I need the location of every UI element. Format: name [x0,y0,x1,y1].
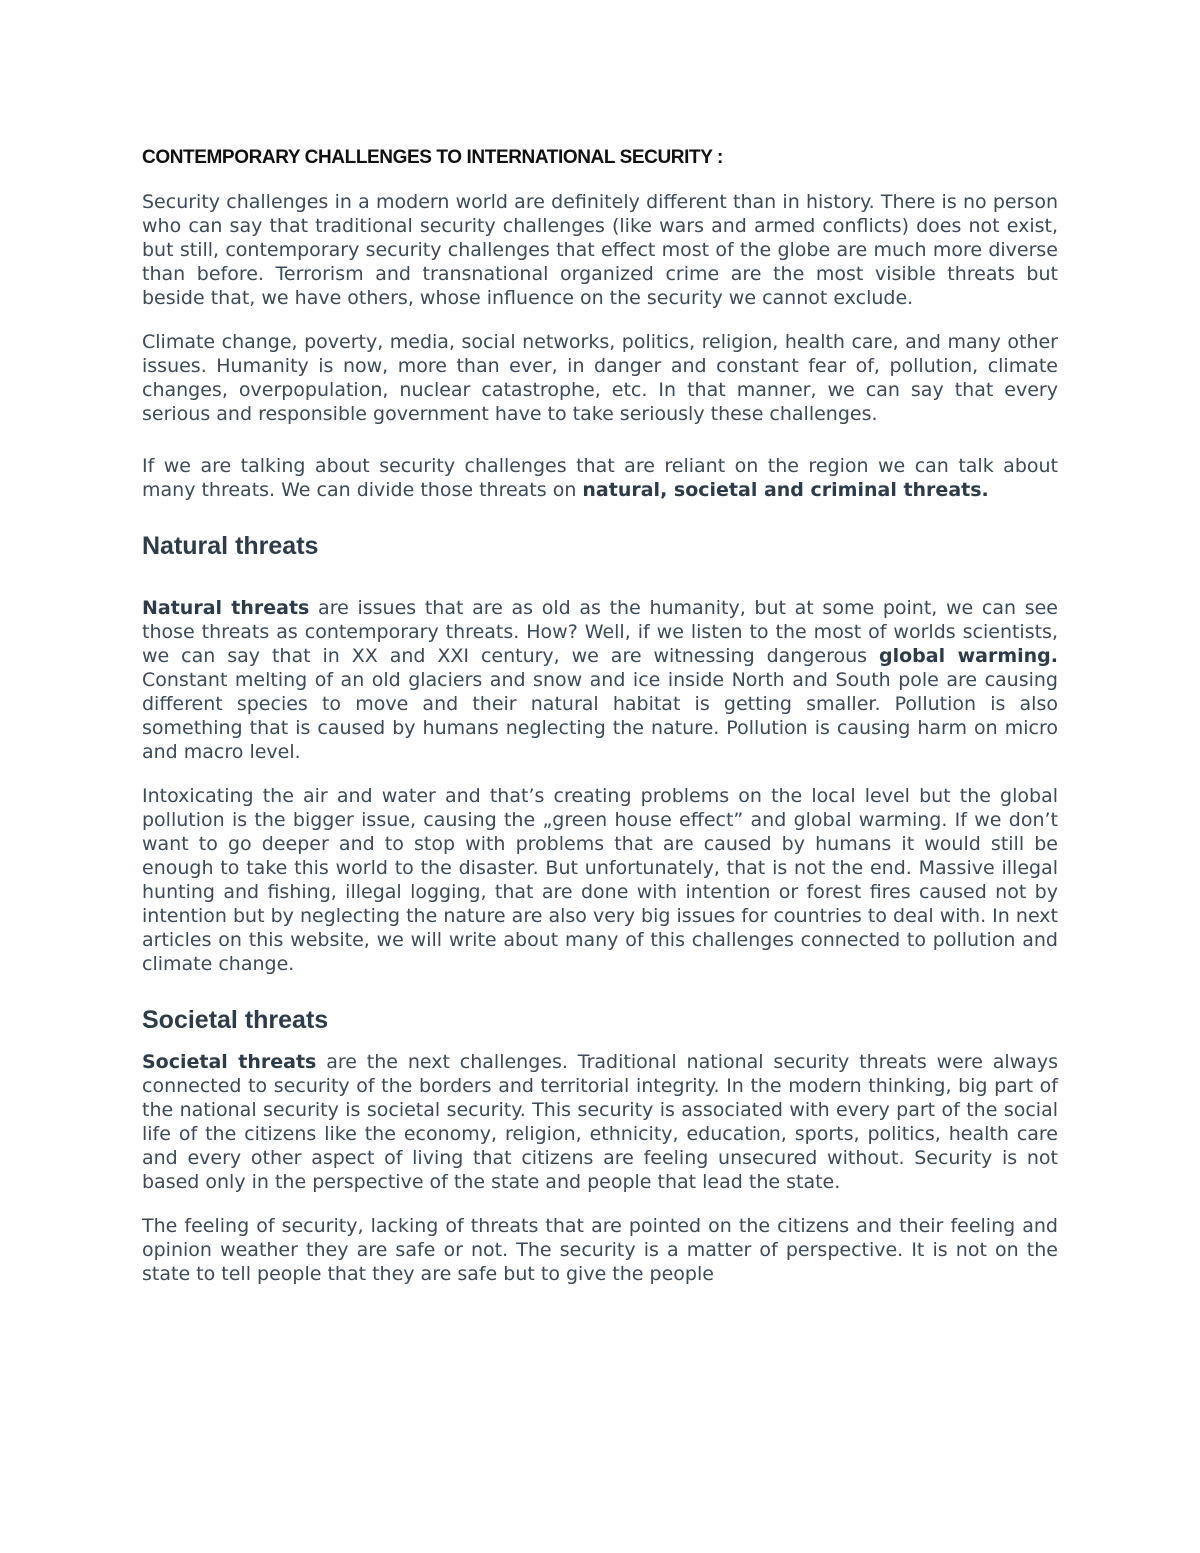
natural-threats-heading: Natural threats [142,532,319,560]
societal-paragraph-1 [142,1050,1058,1194]
document-title: CONTEMPORARY CHALLENGES TO INTERNATIONAL SECURITY : [142,147,723,168]
natural-paragraph-1-text-a: are issues that are as old as the humanity, but at some point, we can see those threats as contemporary threats. How? Well, if we listen to the most of worlds scientists, we can say that in XX and XXI century, we are witnessing dangerous [142,597,1058,667]
natural-paragraph-1-text-b: Constant melting of an old glaciers and snow and ice inside North and South pole are causing different species to move and their natural habitat is getting smaller. Pollution is also something that is caused by humans neglecting the nature. Pollution is causing harm on micro and macro level. [142,669,1058,763]
societal-threats-heading: Societal threats [142,1006,329,1034]
global-warming-emphasis: global warming. [878,645,1058,667]
intro-paragraph-3-text: If we are talking about security challenges that are reliant on the region we can talk about many threats. We can divide those threats on [142,455,1058,501]
natural-paragraph-2: Intoxicating the air and water and that’s creating problems on the local level but the global pollution is the bigger issue, causing the „green house effect” and global warming. If we don’t want to go deeper and to stop with problems that are caused by humans it would still be enough to take this world to the disaster. But unfortunately, that is not the end. Massive illegal hunting and fishing, illegal logging, that are done with intention or forest fires caused not by intention but by neglecting the nature are also very big issues for countries to deal with. In next articles on this website, we will write about many of this challenges connected to pollution and climate change. [142,785,1058,975]
societal-paragraph-1-text: are the next challenges. Traditional national security threats were always connected to security of the borders and territorial integrity. In the modern thinking, big part of the national security is societal security. This security is associated with every part of the social life of the citizens like the economy, religion, ethnicity, education, sports, politics, health care and every other aspect of living that citizens are feeling unsecured without. Security is not based only in the perspective of the state and people that lead the state. [142,1051,1058,1193]
societal-threats-emphasis: Societal threats [142,1051,317,1073]
intro-paragraph-1: Security challenges in a modern world are definitely different than in history. There is no person who can say that traditional security challenges (like wars and armed conflicts) does not exist, but still, contemporary security challenges that effect most of the globe are much more diverse than before. Terrorism and transnational organized crime are the most visible threats but beside that, we have others, whose influence on the security we cannot exclude. [142,191,1058,309]
natural-paragraph-1 [142,596,1058,764]
threat-categories-emphasis: natural, societal and criminal threats. [582,479,989,501]
intro-paragraph-3 [142,454,1058,502]
intro-paragraph-2: Climate change, poverty, media, social networks, politics, religion, health care, and many other issues. Humanity is now, more than ever, in danger and constant fear of, pollution, climate changes, overpopulation, nuclear catastrophe, etc. In that manner, we can say that every serious and responsible government have to take seriously these challenges. [142,331,1058,425]
natural-threats-emphasis: Natural threats [142,597,310,619]
document-body [142,146,1058,1286]
societal-paragraph-2: The feeling of security, lacking of threats that are pointed on the citizens and their feeling and opinion weather they are safe or not. The security is a matter of perspective. It is not on the state to tell people that they are safe but to give the people [142,1215,1058,1285]
